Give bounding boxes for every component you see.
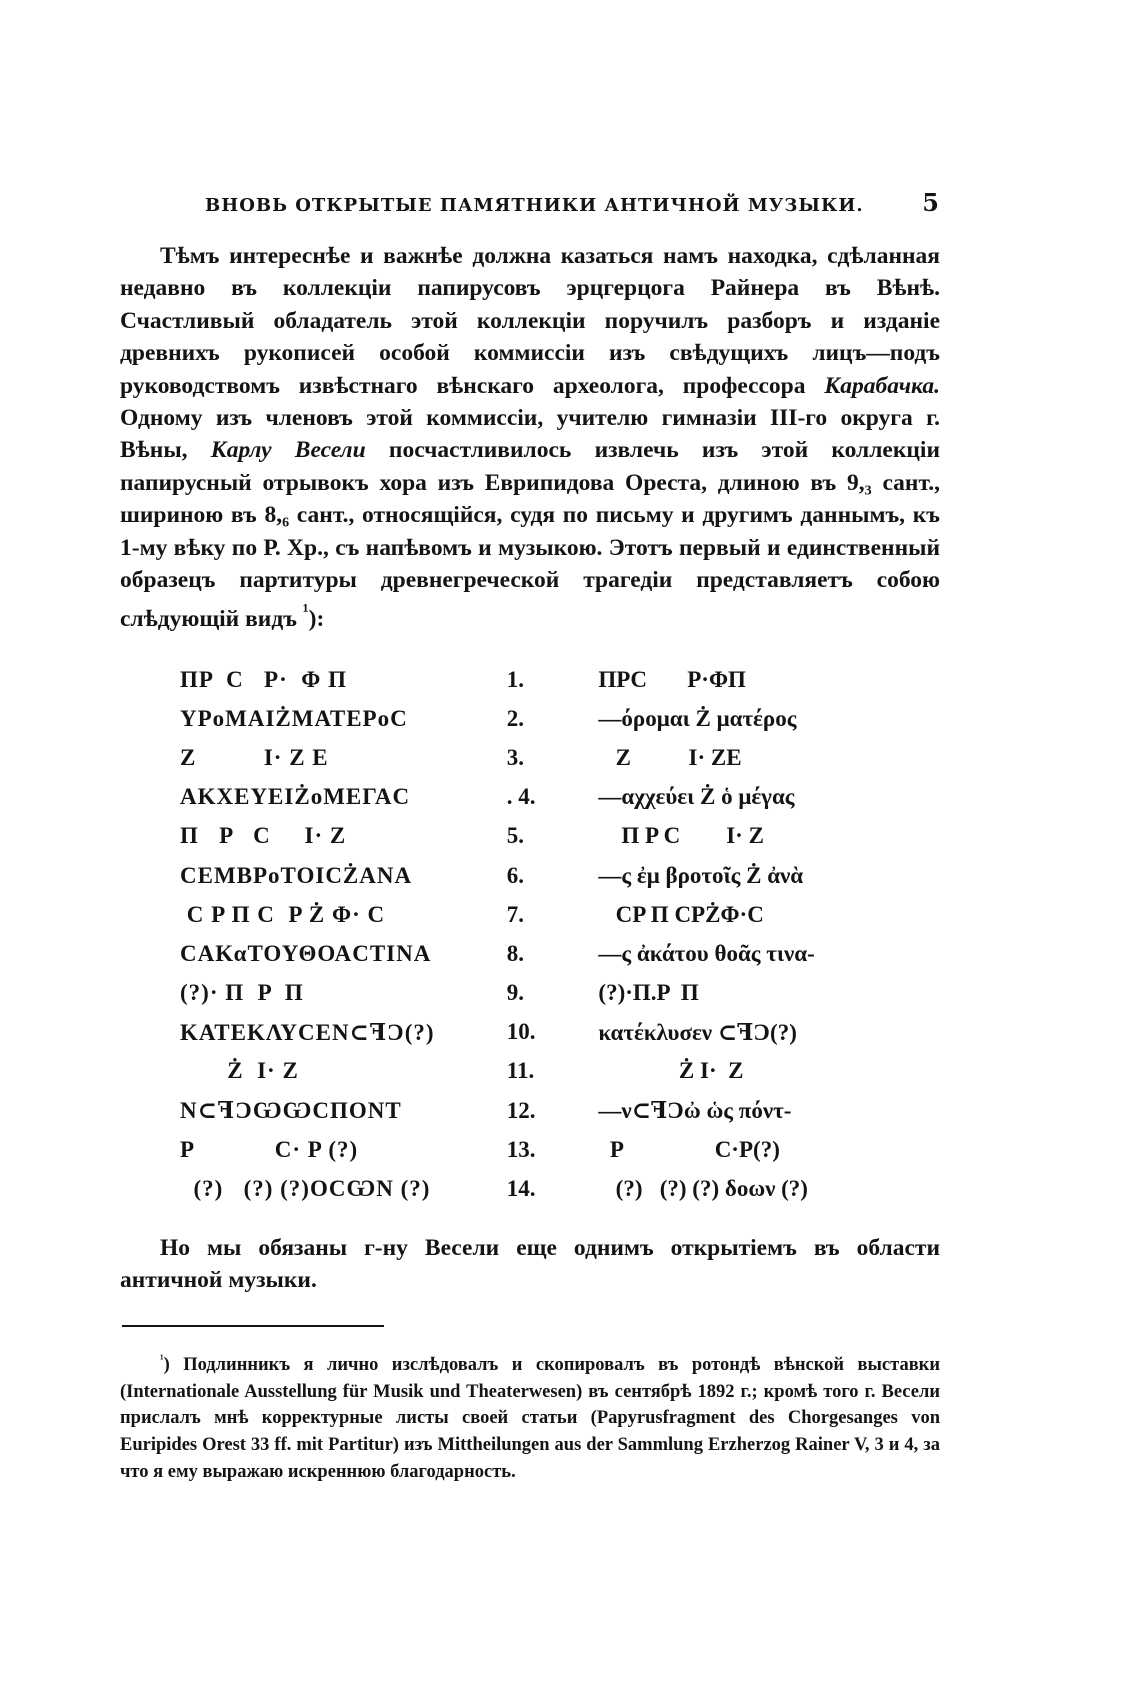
name-karabacek: Карабачка. [824,372,940,399]
notation-row [180,974,880,1013]
line-number: 1. [506,666,524,692]
transcription-line: ΠΡC Ρ·ΦΠ [598,666,746,692]
notation-row [180,1013,880,1052]
notation-row [180,1052,880,1091]
footnote [120,1346,940,1485]
main-paragraph [120,240,940,636]
line-number: 3. [506,744,524,770]
line-number: 6. [506,862,524,888]
line-number: 13. [506,1136,536,1162]
notation-row [180,1169,880,1208]
transcription-line: Ż Ι· Z [598,1058,744,1084]
running-header [205,188,940,217]
name-wessely: Карлу Весели [210,437,366,464]
line-number: 10. [506,1019,536,1045]
transcription-line: —ν⊂ꟻϽὠ ὡς πόντ- [598,1098,792,1124]
footnote-marker: ¹ [160,1352,164,1366]
closing-paragraph-text: Но мы обязаны г-ну Весели еще однимъ открытіемъ въ области античной музыки. [120,1235,940,1294]
transcription-line: Z Ι· ZE [598,744,742,770]
papyrus-line: CΕΜΒΡοΤΟΙCŻΑΝΑ [180,862,413,888]
line-number: 7. [506,901,524,927]
notation-row [180,1091,880,1130]
paragraph-text-4: ): [308,606,325,633]
papyrus-line: ΥΡοΜΑΙŻΜΑΤΕΡοC [180,705,408,731]
papyrus-notation-table [180,660,880,1209]
notation-row [180,778,880,817]
papyrus-line: Π Ρ C Ι· Z [180,823,347,849]
line-number: 12. [506,1097,536,1123]
papyrus-line: Ρ C· Ρ (?) [180,1136,359,1162]
footnote-text: ) Подлинникъ я лично изслѣдовалъ и скопировалъ въ ротондѣ вѣнской выставки (Internationale Ausstellung für Musik und Theaterwesen) въ сентябрѣ 1892 г.; кромѣ того г. Весели прислалъ мнѣ корректурные листы своей статьи (Papyrusfragment des Chorgesanges von Euripides Orest 33 ff. mit Partitur) изъ Mittheilungen aus der Sammlung Erzherzog Rainer V, 3 и 4, за что я ему выражаю искреннюю благодарность. [120,1355,940,1482]
running-title: ВНОВЬ ОТКРЫТЫЕ ПАМЯТНИКИ АНТИЧНОЙ МУЗЫКИ. [205,195,864,216]
footnote-reference: ¹ [302,601,309,623]
papyrus-line: ΠΡ C Ρ· Φ Π [180,666,347,692]
papyrus-line: C Ρ Π C Ρ Ż Φ· C [180,901,386,927]
closing-paragraph [120,1232,940,1297]
papyrus-line: (?)· Π Ρ Π [180,980,304,1006]
transcription-line: —ς ἐμ βροτοῖς Ż ἀνὰ [598,862,804,888]
transcription-line: CΡ Π CΡŻΦ·C [598,901,764,927]
notation-row [180,856,880,895]
papyrus-line: ΑΚΧΕΥΕΙŻοΜΕΓΑC [180,784,411,810]
transcription-line: —ς ἀκάτου θοᾶς τινα- [598,940,815,966]
line-number: . 4. [506,784,536,810]
notation-row [180,738,880,777]
paragraph-text-2: Одному изъ членовъ этой коммиссіи, учителю гимназіи III-го округа г. Вѣны, [120,405,940,464]
line-number: 5. [506,823,524,849]
papyrus-line: CΑΚαΤΟΥΘΟΑCΤΙΝΑ [180,940,432,966]
papyrus-line: ΚΑΤΕΚΛΥCΕΝ⊂ꟻϽ(?) [180,1019,435,1045]
transcription-line: Ρ C·Ρ(?) [598,1136,780,1162]
notation-row [180,895,880,934]
papyrus-line: Z Ι· Z Ε [180,744,329,770]
line-number: 8. [506,940,524,966]
notation-row [180,660,880,699]
line-number: 11. [506,1058,535,1084]
transcription-line: (?) (?) (?) δοων (?) [598,1176,808,1202]
transcription-line: κατέκλυσεν ⊂ꟻϽ(?) [598,1019,797,1045]
transcription-line: Π Ρ C Ι· Z [598,823,764,849]
transcription-line: (?)·Π.Ρ Π [598,980,699,1006]
papyrus-line: (?) (?) (?)ΟCѠΝ (?) [180,1176,431,1202]
notation-row [180,699,880,738]
paragraph-text-3: посчастливилось извлечь изъ этой коллекціи папирусный отрывокъ хора изъ Еврипидова Ореста, длиною въ 9,₃ сант., шириною въ 8,₆ сант., относящійся, судя по письму и другимъ даннымъ, къ 1-му вѣку по Р. Хр., съ напѣвомъ и музыкою. Этотъ первый и единственный образецъ партитуры древнегреческой трагедіи представляетъ собою слѣдующій видъ [120,437,940,633]
notation-row [180,934,880,973]
papyrus-line: Ż Ι· Z [180,1058,299,1084]
footnote-separator [122,1325,384,1327]
paragraph-text-1: Тѣмъ интереснѣе и важнѣе должна казаться намъ находка, сдѣланная недавно въ коллекціи папирусовъ эрцгерцога Райнера въ Вѣнѣ. Счастливый обладатель этой коллекціи поручилъ разборъ и изданіе древнихъ рукописей особой коммиссіи изъ свѣдущихъ лицъ—подъ руководствомъ извѣстнаго вѣнскаго археолога, профессора [120,243,940,399]
line-number: 2. [506,705,524,731]
notation-row [180,817,880,856]
papyrus-line: Ν⊂ꟻϽѠѠCΠΟΝΤ [180,1098,402,1124]
line-number: 9. [506,980,524,1006]
page-number: 5 [922,188,940,217]
transcription-line: —αχχεύει Ż ὁ μέγας [598,784,795,810]
transcription-line: —όρομαι Ż ματέρος [598,705,797,731]
line-number: 14. [506,1176,536,1202]
notation-row [180,1130,880,1169]
